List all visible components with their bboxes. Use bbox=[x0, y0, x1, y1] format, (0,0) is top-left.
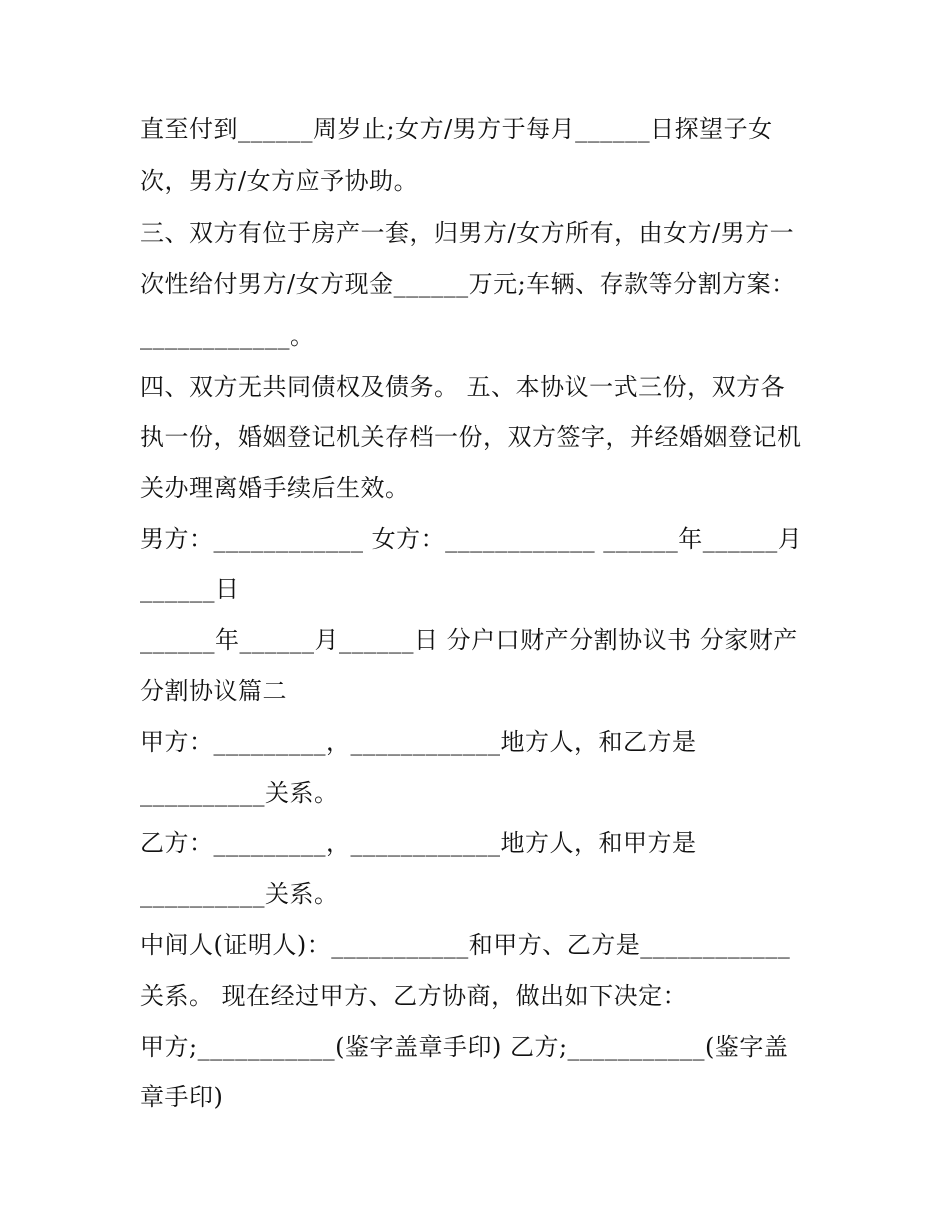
text-line: 分割协议篇二 bbox=[140, 677, 287, 705]
text-line: __________关系。 bbox=[140, 779, 339, 807]
text-line: 执一份，婚姻登记机关存档一份，双方签字，并经婚姻登记机 bbox=[140, 423, 802, 451]
text-line: 甲方;___________(鉴字盖章手印) 乙方;___________(鉴字盖 bbox=[140, 1033, 789, 1061]
text-line: 三、双方有位于房产一套，归男方/女方所有，由女方/男方一 bbox=[140, 219, 795, 247]
text-line: 甲方：_________，____________地方人，和乙方是 bbox=[140, 728, 697, 756]
text-line: 直至付到______周岁止;女方/男方于每月______日探望子女 bbox=[140, 115, 773, 143]
text-line: 次，男方/女方应予协助。 bbox=[140, 167, 419, 195]
text-line: 关系。 现在经过甲方、乙方协商，做出如下决定： bbox=[140, 982, 688, 1010]
text-line: 中间人(证明人)：___________和甲方、乙方是____________ bbox=[140, 931, 791, 959]
text-line: 章手印) bbox=[140, 1083, 224, 1111]
text-line: ______年______月______日 分户口财产分割协议书 分家财产 bbox=[140, 626, 798, 654]
text-line: 关办理离婚手续后生效。 bbox=[140, 474, 410, 502]
text-line: 次性给付男方/女方现金______万元;车辆、存款等分割方案： bbox=[140, 270, 796, 298]
text-line: ____________。 bbox=[140, 322, 315, 350]
text-line: __________关系。 bbox=[140, 880, 339, 908]
text-line: 四、双方无共同债权及债务。 五、本协议一式三份，双方各 bbox=[140, 373, 786, 401]
text-line: 男方：____________ 女方：____________ ______年______月 bbox=[140, 525, 803, 553]
text-line: ______日 bbox=[140, 575, 240, 603]
text-line: 乙方：_________，____________地方人，和甲方是 bbox=[140, 829, 697, 857]
